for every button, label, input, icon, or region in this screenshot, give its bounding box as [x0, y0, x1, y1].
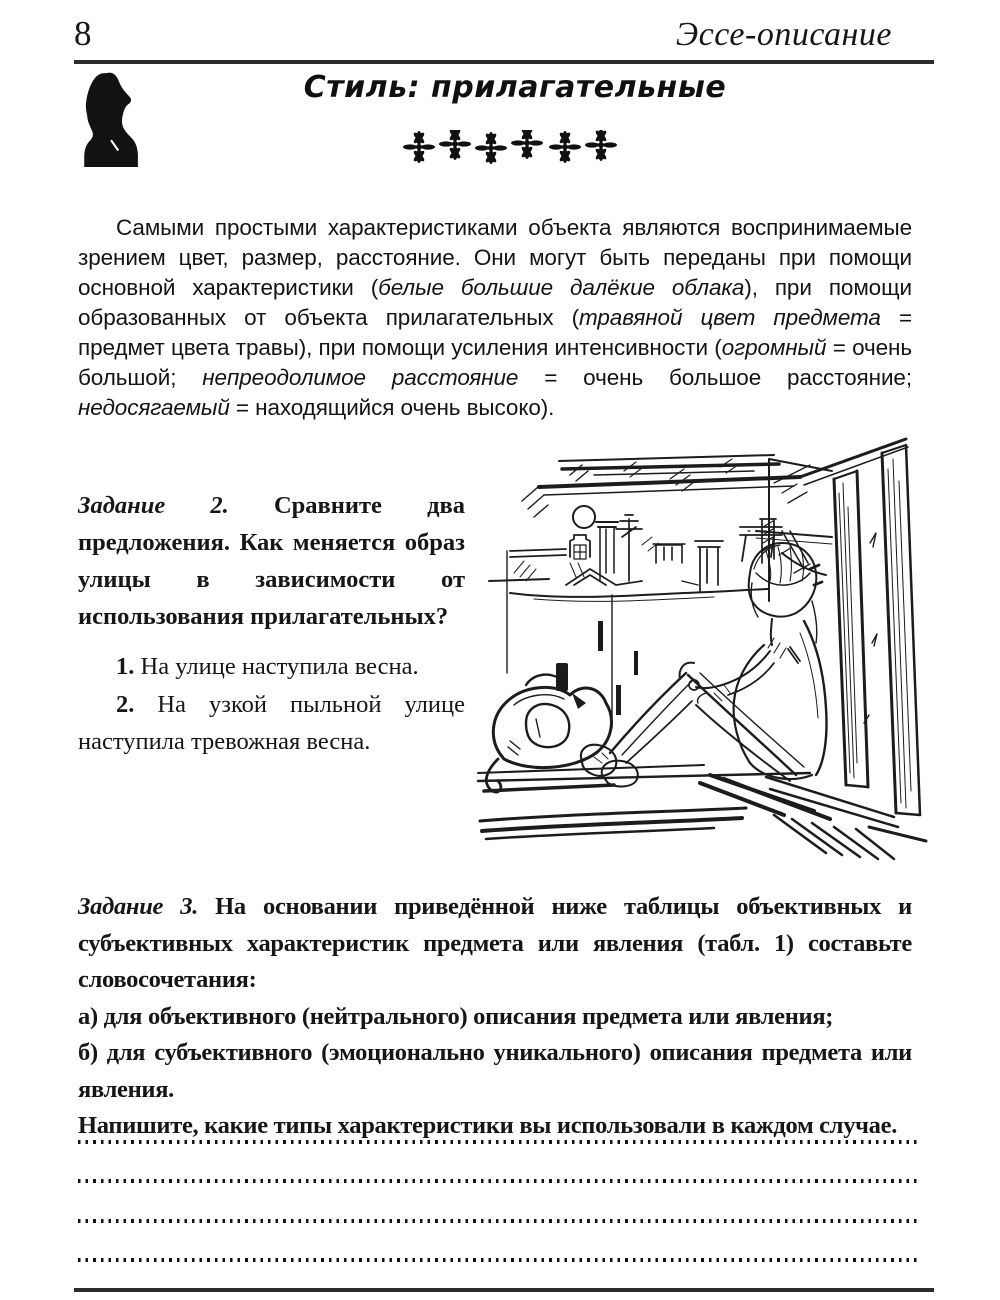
- task-3-item-b: б) для субъективного (эмоционально уникального) описания предмета или явления.: [78, 1039, 912, 1103]
- page-number: 8: [74, 14, 92, 53]
- task-2-block: [78, 487, 465, 761]
- answer-line-1[interactable]: [78, 1140, 921, 1144]
- task-2-heading: [78, 487, 465, 635]
- flower-ornament-icon: [403, 130, 619, 169]
- intro-example-3: огромный: [721, 334, 827, 360]
- task-3-item-a: а) для объективного (нейтрального) описания предмета или явления;: [78, 1002, 834, 1030]
- task-3-label: Задание 3.: [78, 893, 199, 920]
- answer-line-4[interactable]: [78, 1258, 921, 1262]
- section-title: Стиль: прилагательные: [303, 70, 727, 105]
- task-3-heading: [78, 889, 912, 999]
- task-2-question: Сравните два предложения. Как меняется образ улицы в зависимости от использования прилагательных?: [78, 492, 465, 630]
- intro-example-4: непреодолимое расстояние: [202, 364, 519, 390]
- intro-example-2: травяной цвет предмета: [578, 304, 881, 330]
- task-2-item-1: 1. На улице наступила весна.: [116, 653, 419, 680]
- intro-example-1: белые большие далёкие облака: [378, 274, 745, 300]
- footer-rule: [74, 1288, 934, 1292]
- answer-line-3[interactable]: [78, 1219, 921, 1223]
- header-rule: [74, 60, 934, 64]
- intro-paragraph: Самыми простыми характеристиками объекта являются воспринимаемые зрением цвет, размер, расстояние. Они могут быть переданы при помощи основной характеристики (белые большие далёкие облака), при помощи образованных от объекта прилагательных (травяной цвет предмета = предмет цвета травы), при помощи усиления интенсивности (огромный = очень большой; непреодолимое расстояние = очень большое расстояние; недосягаемый = находящийся очень высоко).: [78, 214, 912, 420]
- task-2-item-2: 2. На узкой пыльной улице наступила тревожная весна.: [78, 690, 465, 755]
- task-3-closing: Напишите, какие типы характеристики вы использовали в каждом случае.: [78, 1112, 898, 1139]
- running-title: Эссе-описание: [675, 16, 892, 53]
- intro-text: Самыми простыми характеристиками объекта являются воспринимаемые зрением цвет, размер, расстояние. Они могут быть переданы при помощи основной характеристики (: [78, 214, 912, 300]
- task-2-label: Задание 2.: [78, 492, 229, 519]
- task-3-block: [78, 889, 912, 1145]
- profile-silhouette-icon: [80, 70, 138, 172]
- task-3-intro: На основании приведённой ниже таблицы объективных и субъективных характеристик предмета или явления (табл. 1) составьте словосочетания:: [78, 893, 912, 993]
- answer-line-2[interactable]: [78, 1179, 921, 1183]
- window-sketch-illustration: [473, 423, 943, 870]
- intro-example-5: недосягаемый: [78, 394, 230, 420]
